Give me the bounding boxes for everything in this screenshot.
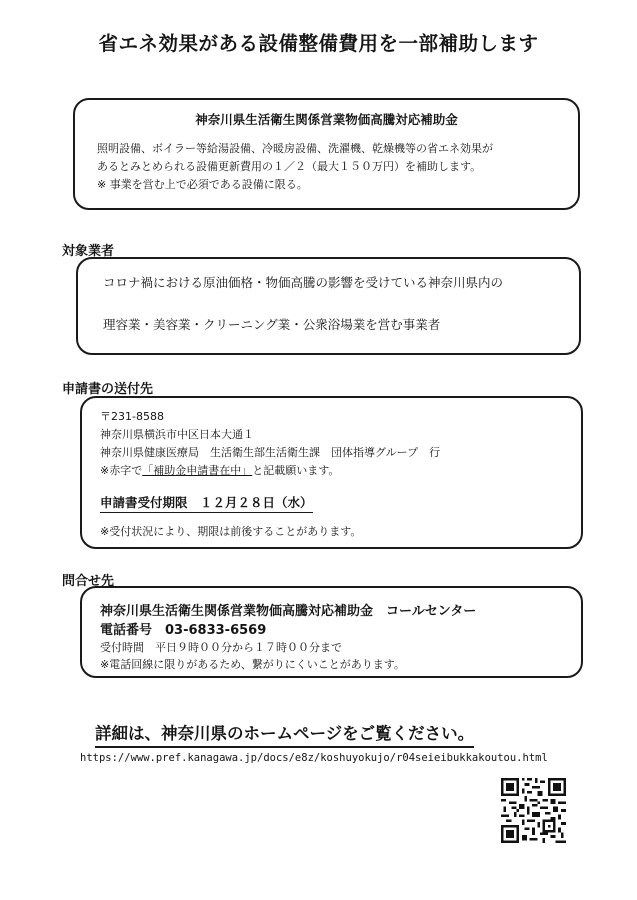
subsidy-box: [73, 98, 580, 210]
contact-hours: 受付時間 平日９時００分から１７時００分まで: [100, 641, 342, 654]
send-address: 神奈川県横浜市中区日本大通１: [100, 428, 254, 441]
contact-name: 神奈川県生活衛生関係営業物価高騰対応補助金 コールセンター: [100, 604, 477, 619]
send-label: 申請書の送付先: [62, 382, 154, 397]
subsidy-heading: 神奈川県生活衛生関係営業物価高騰対応補助金: [195, 112, 458, 127]
contact-box: [80, 586, 583, 678]
target-label: 対象業者: [62, 244, 115, 259]
subsidy-note: ※ 事業を営む上で必須である設備に限る。: [97, 178, 308, 191]
contact-note: ※電話回線に限りがあるため、繋がりにくいことがあります。: [100, 658, 405, 671]
subsidy-line-2: あるとみとめられる設備更新費用の１／２（最大１５０万円）を補助します。: [97, 160, 482, 173]
contact-label: 問合せ先: [62, 574, 115, 589]
postal-code: 〒231-8588: [100, 410, 164, 423]
target-box: [76, 257, 581, 355]
footer-text: 詳細は、神奈川県のホームページをご覧ください。: [95, 720, 474, 748]
deadline: 申請書受付期限 １２月２８日（水）: [100, 493, 313, 513]
subsidy-line-1: 照明設備、ボイラー等給湯設備、冷暖房設備、洗濯機、乾燥機等の省エネ効果が: [97, 142, 493, 155]
target-line-2: 理容業・美容業・クリーニング業・公衆浴場業を営む事業者: [103, 317, 441, 332]
qr-code-icon: [501, 778, 566, 843]
page-title: 省エネ効果がある設備整備費用を一部補助します: [98, 32, 539, 55]
send-department: 神奈川県健康医療局 生活衛生部生活衛生課 団体指導グループ 行: [100, 446, 441, 459]
send-note-highlight: 「補助金申請書在中」: [142, 464, 253, 477]
contact-phone: 電話番号 03-6833-6569: [100, 623, 267, 638]
send-box: [80, 396, 583, 549]
target-line-1: コロナ禍における原油価格・物価高騰の影響を受けている神奈川県内の: [103, 275, 504, 290]
send-note-suffix: と記載願います。: [252, 464, 340, 477]
deadline-note: ※受付状況により、期限は前後することがあります。: [100, 525, 362, 538]
send-note: [100, 462, 339, 478]
send-note-prefix: ※赤字で: [100, 464, 143, 477]
footer-url[interactable]: https://www.pref.kanagawa.jp/docs/e8z/koshuyokujo/r04seieibukkakoutou.html: [80, 752, 548, 764]
